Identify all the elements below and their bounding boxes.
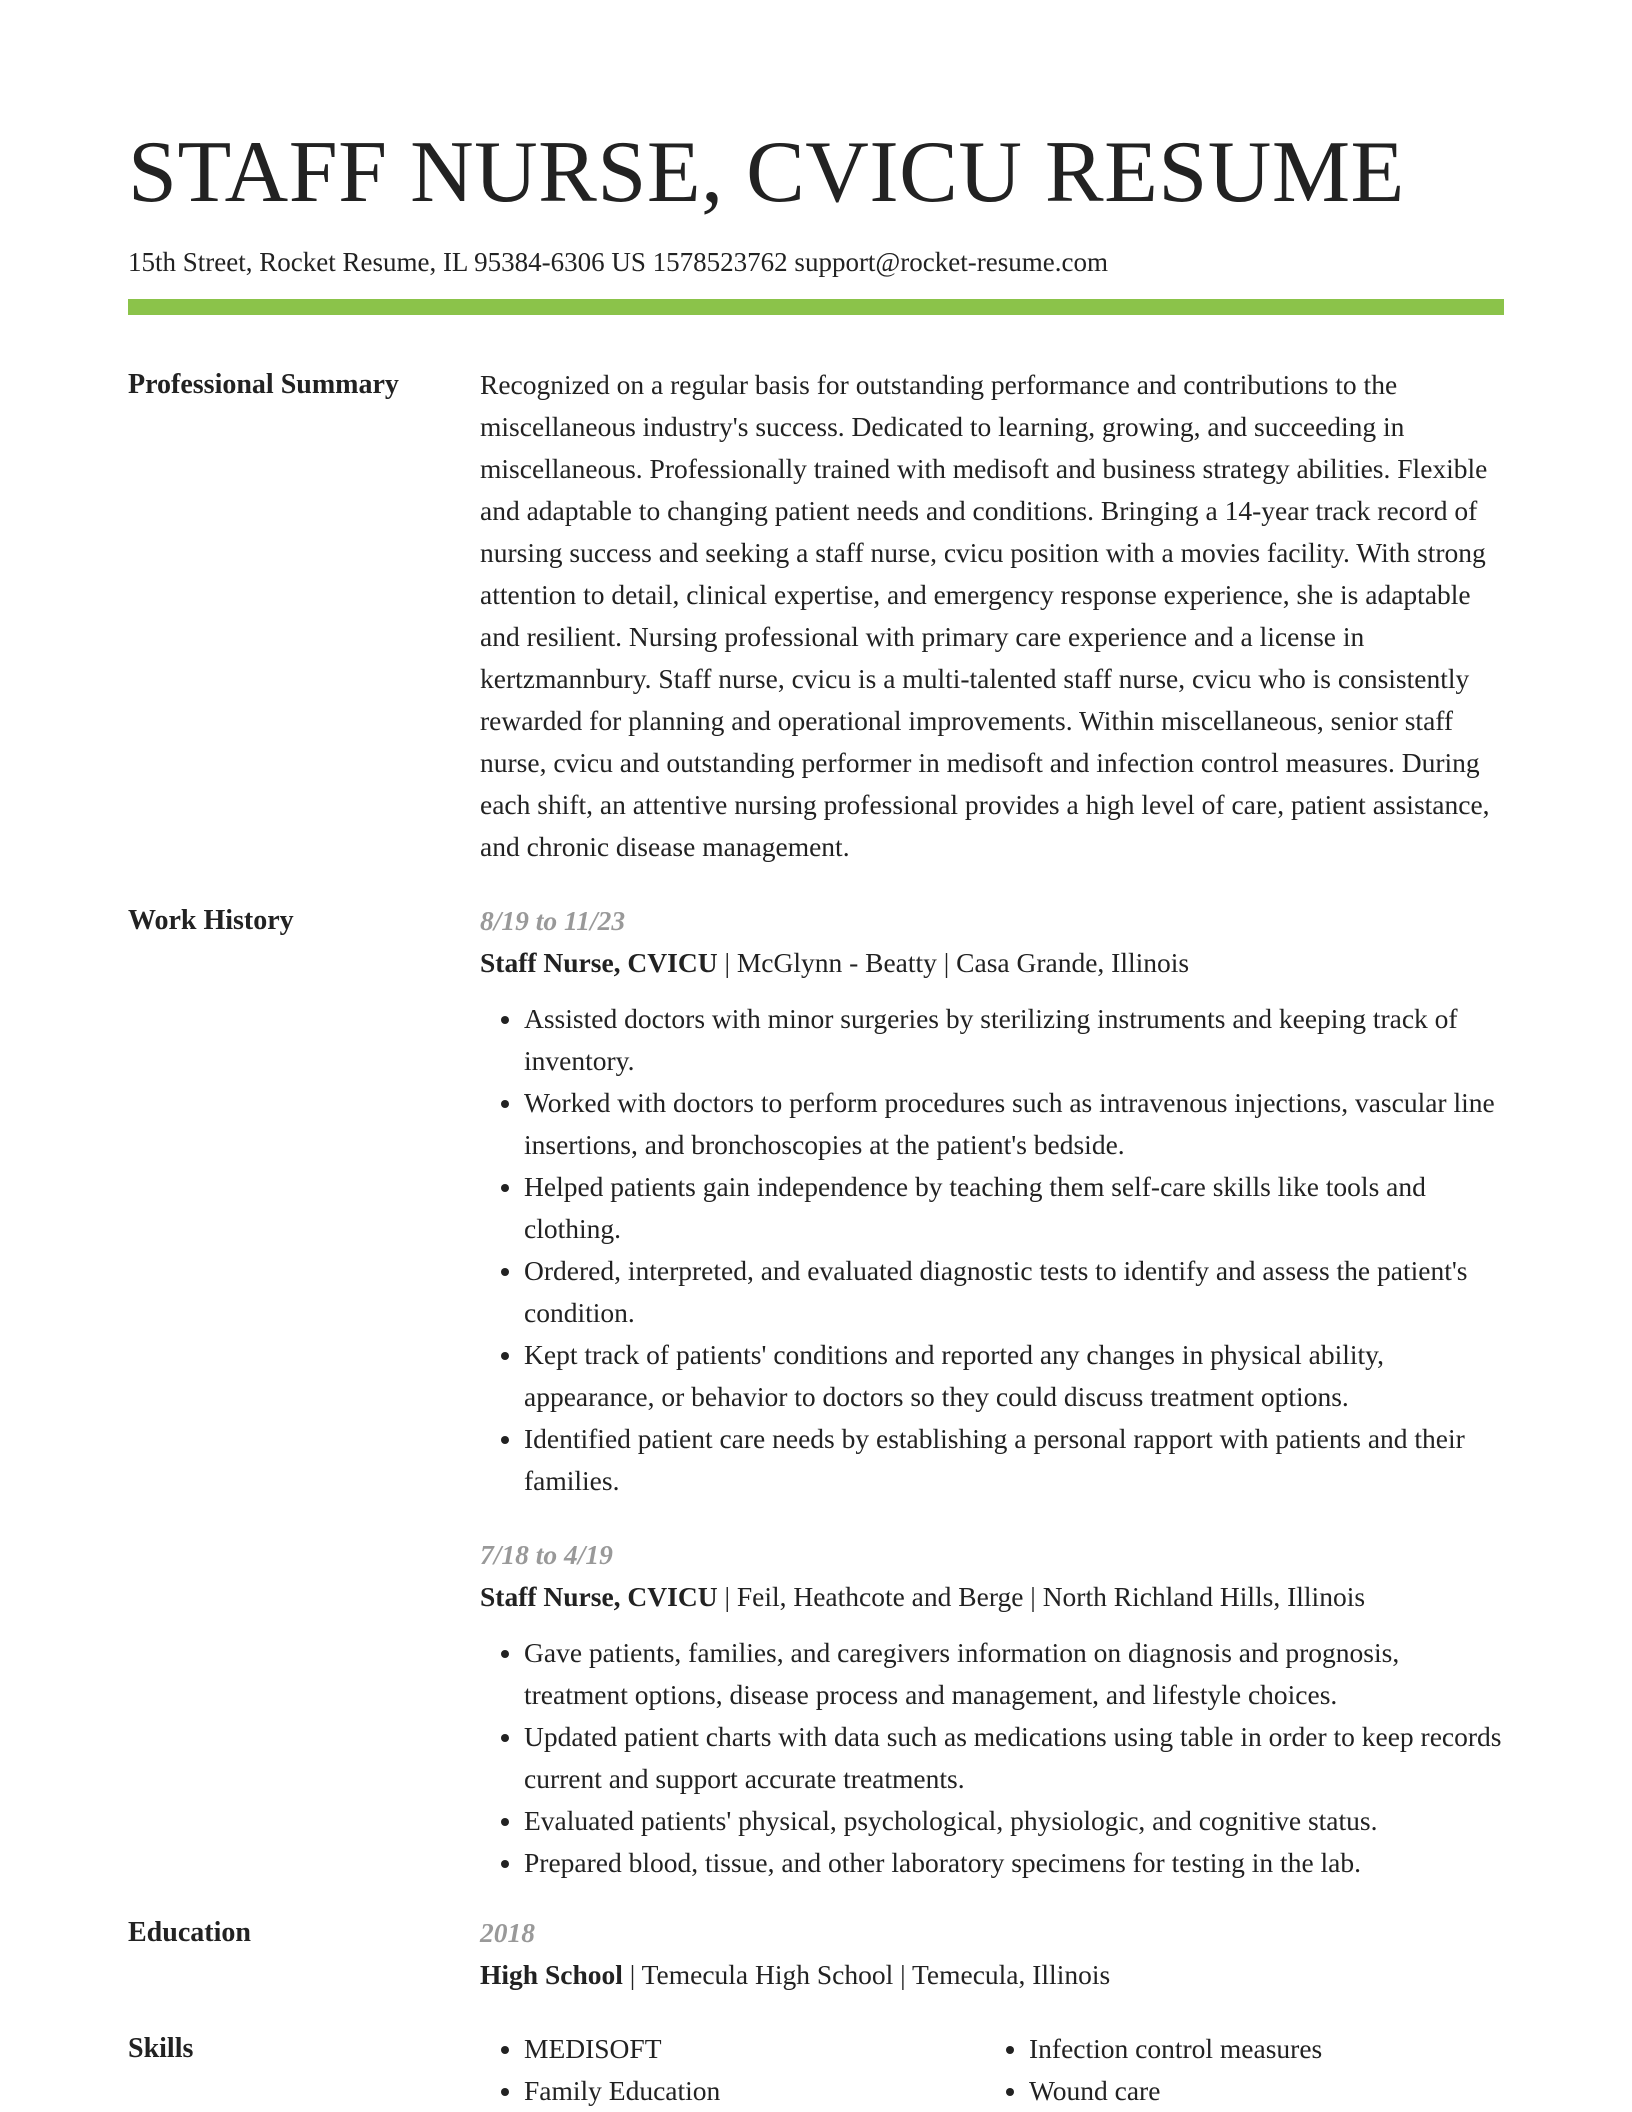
job-entry <box>480 1534 1504 1884</box>
list-item: • Identified patient care needs by establishing a personal rapport with patients and their families. <box>524 1418 1504 1502</box>
skills-columns <box>480 2028 1504 2112</box>
job-duties <box>480 1632 1504 1884</box>
list-item: • Worked with doctors to perform procedures such as intravenous injections, vascular line insertions, and bronchoscopies at the patient's bedside. <box>524 1082 1504 1166</box>
education-year: 2018 <box>480 1917 535 1948</box>
list-item: • Ordered, interpreted, and evaluated diagnostic tests to identify and assess the patient's condition. <box>524 1250 1504 1334</box>
contact-info: 15th Street, Rocket Resume, IL 95384-6306 US 1578523762 support@rocket-resume.com <box>128 247 1108 277</box>
list-item: • Assisted doctors with minor surgeries by sterilizing instruments and keeping track of inventory. <box>524 998 1504 1082</box>
work-history-section <box>128 900 1504 1884</box>
job-title: Staff Nurse, CVICU <box>480 1581 718 1612</box>
list-item: • Prepared blood, tissue, and other laboratory specimens for testing in the lab. <box>524 1842 1504 1884</box>
skill-item: • Wound care <box>1029 2070 1490 2112</box>
skill-item: • MEDISOFT <box>524 2028 985 2070</box>
job-employer-location: | Feil, Heathcote and Berge | North Richland Hills, Illinois <box>717 1581 1366 1612</box>
section-label: Professional Summary <box>128 369 399 400</box>
list-item: • Gave patients, families, and caregivers information on diagnosis and prognosis, treatment options, disease process and management, and lifestyle choices. <box>524 1632 1504 1716</box>
job-role-line <box>480 1576 1504 1618</box>
section-body <box>480 364 1504 868</box>
section-label: Work History <box>128 905 294 936</box>
job-dates: 7/18 to 4/19 <box>480 1539 613 1570</box>
skills-section <box>128 2028 1504 2112</box>
list-item: • Kept track of patients' conditions and reported any changes in physical ability, appearance, or behavior to doctors so they could discuss treatment options. <box>524 1334 1504 1418</box>
summary-text: Recognized on a regular basis for outstanding performance and contributions to the miscellaneous industry's success. Dedicated to learning, growing, and succeeding in miscellaneous. Professionally trained with medisoft and business strategy abilities. Flexible and adaptable to changing patient needs and conditions. Bringing a 14-year track record of nursing success and seeking a staff nurse, cvicu position with a movies facility. With strong attention to detail, clinical expertise, and emergency response experience, she is adaptable and resilient. Nursing professional with primary care experience and a license in kertzmannbury. Staff nurse, cvicu is a multi-talented staff nurse, cvicu who is consistently rewarded for planning and operational improvements. Within miscellaneous, senior staff nurse, cvicu and outstanding performer in medisoft and infection control measures. During each shift, an attentive nursing professional provides a high level of care, patient assistance, and chronic disease management. <box>480 369 1490 862</box>
skills-column-right <box>985 2028 1490 2112</box>
professional-summary-section <box>128 364 1504 868</box>
education-section <box>128 1912 1504 1996</box>
job-dates: 8/19 to 11/23 <box>480 905 626 936</box>
job-duties <box>480 998 1504 1502</box>
list-item: • Helped patients gain independence by teaching them self-care skills like tools and clothing. <box>524 1166 1504 1250</box>
skill-item: • Infection control measures <box>1029 2028 1490 2070</box>
section-label: Education <box>128 1917 251 1948</box>
list-item: • Updated patient charts with data such as medications using table in order to keep records current and support accurate treatments. <box>524 1716 1504 1800</box>
header-divider <box>128 299 1504 315</box>
education-line <box>480 1954 1504 1996</box>
job-title: Staff Nurse, CVICU <box>480 947 718 978</box>
job-role-line <box>480 942 1504 984</box>
section-body <box>480 900 1504 1884</box>
list-item: • Evaluated patients' physical, psychological, physiologic, and cognitive status. <box>524 1800 1504 1842</box>
section-body <box>480 2028 1504 2112</box>
job-employer-location: | McGlynn - Beatty | Casa Grande, Illinois <box>717 947 1190 978</box>
section-label: Skills <box>128 2033 194 2064</box>
skill-item: • Family Education <box>524 2070 985 2112</box>
degree: High School <box>480 1959 623 1990</box>
job-entry <box>480 900 1504 1502</box>
school-location: | Temecula High School | Temecula, Illinois <box>622 1959 1111 1990</box>
skills-column-left <box>480 2028 985 2112</box>
resume-title: STAFF NURSE, CVICU RESUME <box>128 124 1405 221</box>
section-body <box>480 1912 1504 1996</box>
